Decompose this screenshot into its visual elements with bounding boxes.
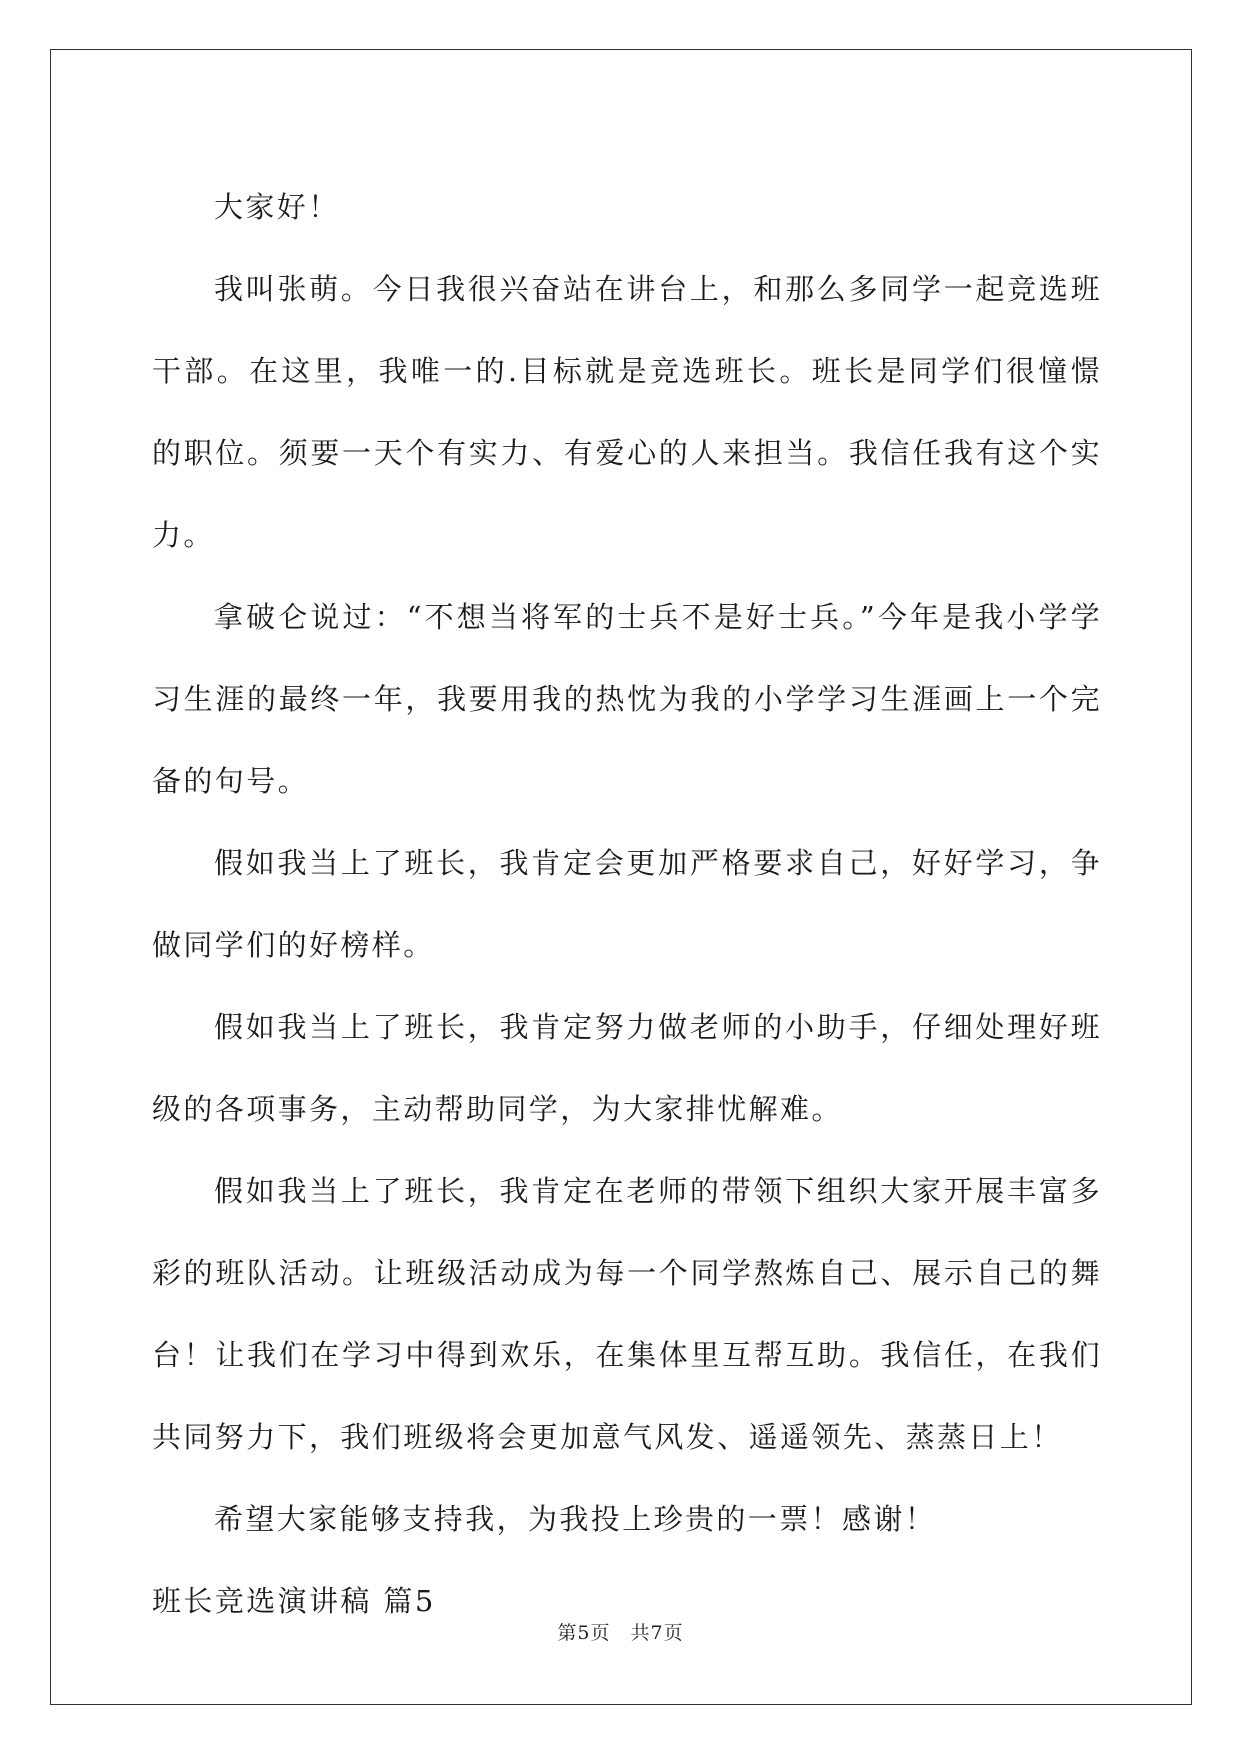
paragraph-closing: 希望大家能够支持我，为我投上珍贵的一票！感谢！	[214, 1502, 937, 1536]
paragraph-pledge-activities: 假如我当上了班长，我肯定在老师的带领下组织大家开展丰富多彩的班队活动。让班级活动成为每一个同学熬炼自己、展示自己的舞台！让我们在学习中得到欢乐，在集体里互帮互助。我信任，在我们共同努力下，我们班级将会更加意气风发、遥遥领先、蒸蒸日上！	[152, 1174, 1102, 1454]
paragraph-introduction: 我叫张萌。今日我很兴奋站在讲台上，和那么多同学一起竞选班干部。在这里，我唯一的.目标就是竞选班长。班长是同学们很憧憬的职位。须要一天个有实力、有爱心的人来担当。我信任我有这个实力。	[152, 272, 1102, 552]
page-footer	[0, 1618, 1241, 1645]
section-heading: 班长竞选演讲稿 篇5	[152, 1584, 436, 1618]
paragraph-pledge-assist: 假如我当上了班长，我肯定努力做老师的小助手，仔细处理好班级的各项事务，主动帮助同学，为大家排忧解难。	[152, 1010, 1102, 1126]
paragraph-pledge-study: 假如我当上了班长，我肯定会更加严格要求自己，好好学习，争做同学们的好榜样。	[152, 846, 1102, 962]
page-number-label: 第5页 共7页	[557, 1622, 684, 1644]
paragraph-greeting: 大家好！	[214, 190, 340, 224]
document-body	[152, 166, 1102, 1642]
paragraph-napoleon-quote: 拿破仑说过：“不想当将军的士兵不是好士兵。”今年是我小学学习生涯的最终一年，我要用我的热忱为我的小学学习生涯画上一个完备的句号。	[152, 600, 1102, 798]
